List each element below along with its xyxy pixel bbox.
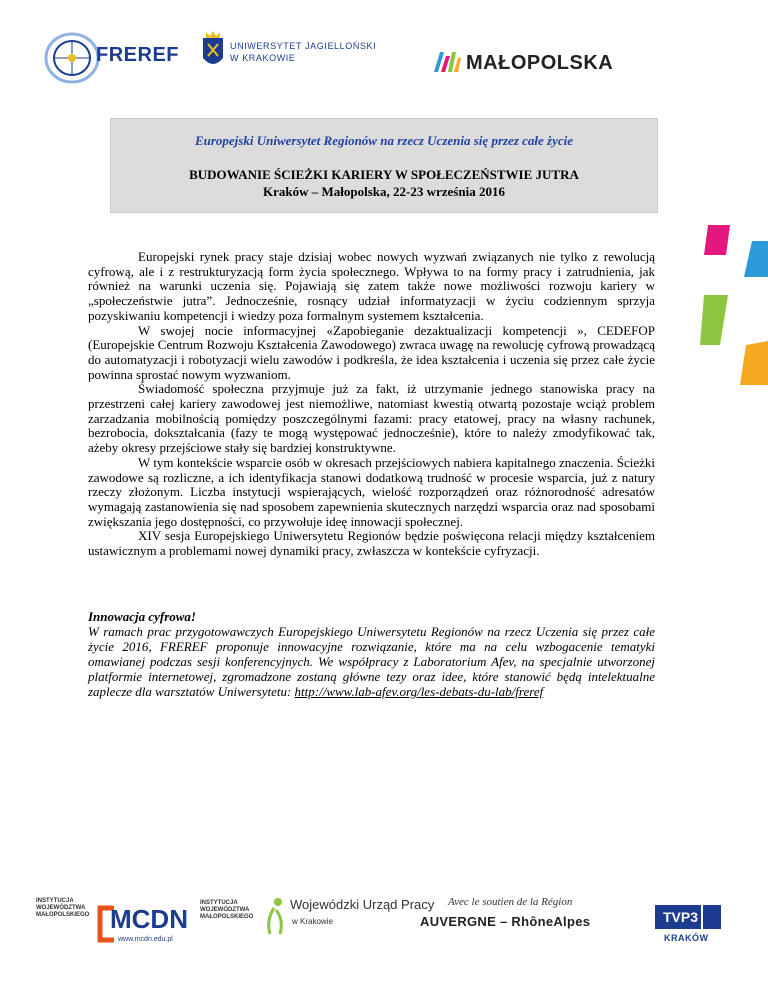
title-box — [110, 118, 658, 213]
event-title: BUDOWANIE ŚCIEŻKI KARIERY W SPOŁECZEŃSTWIE JUTRA — [189, 167, 579, 182]
freref-globe-icon — [44, 28, 104, 88]
mark-orange — [740, 341, 768, 385]
tvp-logo-subtext: KRAKÓW — [664, 933, 709, 943]
malopolska-mark-icon — [432, 48, 462, 76]
mcdn-logo-text: MCDN — [110, 904, 188, 934]
uj-line1: UNIWERSYTET JAGIELLOŃSKI — [230, 41, 377, 51]
side-color-marks — [700, 225, 768, 385]
freref-logo-text: FREREF — [96, 44, 179, 66]
mark-green — [700, 295, 728, 345]
paragraph-4: W tym kontekście wsparcie osób w okresach przejściowych nabiera kapitalnego znaczenia. Ścieżki zawodowe są rozliczne, a ich identyfikacja stanowi dodatkową trudność w procesie wsparcia, już z natury rzeczy złożonym. Liczba instytucji wspierających, wielość rozporządzeń oraz różnorodność adresatów wymagają zastanowienia się nad sposobem zapewnienia skutecznych narzędzi wsparcia oraz nad sposobami zwiększania jego dostępności, co przywołuje ideę innowacji społecznej. — [88, 454, 655, 529]
innovation-heading: Innowacja cyfrowa! — [88, 609, 196, 624]
mcdn-url: www.mcdn.edu.pl — [118, 936, 173, 943]
freref-logo — [44, 26, 179, 90]
article-body — [88, 250, 655, 559]
paragraph-2: W swojej nocie informacyjnej «Zapobieganie dezaktualizacji kompetencji », CEDEFOP (Europejskie Centrum Rozwoju Kształcenia Zawodowego) zwraca uwagę na rewolucję cyfrową prowadzącą do automatyzacji i robotyzacji wielu zawodów i podkreśla, że idea kształcenia i uczenia się przez całe życie powinna sprostać nowym wyzwaniom. — [88, 322, 655, 382]
wup-figure-icon — [262, 896, 288, 936]
paragraph-3: Świadomość społeczna przyjmuje już za fakt, iż utrzymanie jednego stanowiska pracy na przestrzeni całej kariery zawodowej jest niemożliwe, natomiast kwestią otwartą pozostaje wciąż problem zarzadzania mobilnością pomiędzy poszczególnymi fazami: pracy etatowej, pracy na własny rachunek, bezrobocia, dokształcania (fazy te mogą występować jednocześnie), które to należy zmodyfikować tak, ażeby okresy przejściowe stały się bardziej konstruktywne. — [88, 381, 655, 456]
uj-crest-icon — [200, 30, 226, 74]
uj-logo — [200, 30, 390, 80]
region-name: AUVERGNE – RhôneAlpes — [420, 914, 591, 929]
malopolska-logo — [432, 44, 632, 80]
inst2-line2: WOJEWÓDZTWA — [200, 907, 250, 913]
inst2-line1: INSTYTUCJA — [200, 900, 238, 906]
inst1-line1: INSTYTUCJA — [36, 898, 74, 904]
mark-pink — [704, 225, 730, 255]
paragraph-1: Europejski rynek pracy staje dzisiaj wobec nowych wyzwań związanych nie tylko z rewolucją cyfrową, ale i z restrukturyzacją form życia społecznego. Wpływa to na formy pracy i zatrudnienia, jak również na warunki uczenia się. Pojawiają się zatem także nowe możliwości rozwoju kariery w „społeczeństwie jutra”. Jednocześnie, rosnący udział informatyzacji w życiu codziennym sprzyja pozyskiwaniu kompetencji i wiedzy poza formalnym systemem kształcenia. — [88, 249, 655, 323]
inst1-label — [36, 898, 89, 919]
inst1-line3: MAŁOPOLSKIEGO — [36, 912, 90, 918]
tvp-logo-text: TVP3 — [663, 909, 699, 925]
malopolska-logo-text: MAŁOPOLSKA — [466, 52, 614, 74]
region-support-text: Avec le soutien de la Région — [448, 896, 573, 908]
innovation-section — [88, 609, 655, 699]
lab-afev-link[interactable]: http://www.lab-afev.org/les-debats-du-lab/freref — [294, 684, 544, 699]
mark-blue — [744, 241, 768, 277]
inst2-label — [200, 900, 253, 921]
header-logos — [0, 0, 768, 100]
paragraph-5: XIV sesja Europejskiego Uniwersytetu Regionów będzie poświęcona relacji między kształceniem ustawicznym a problemami nowej dynamiki pracy, zwłaszcza w kontekście cyfryzacji. — [88, 528, 655, 559]
innovation-text: W ramach prac przygotowawczych Europejskiego Uniwersytetu Regionów na rzecz Uczenia się przez całe życie 2016, FREREF proponuje innowacyjne rozwiązanie, które ma na celu wzbogacenie tematyki omawianej podczas sesji konferencyjnych. We współpracy z Laboratorium Afev, na specjalnie utworzonej platformie internetowej, zgromadzone zostaną główne tezy oraz idee, które stanowić będą intelektualne zaplecze dla warsztatów Uniwersytetu: — [88, 624, 655, 699]
inst1-line2: WOJEWÓDZTWA — [36, 905, 86, 911]
inst2-line3: MAŁOPOLSKIEGO — [200, 914, 254, 920]
wup-logo-text: Wojewódzki Urząd Pracy — [290, 897, 435, 912]
event-series-title: Europejski Uniwersytet Regionów na rzecz Uczenia się przez całe życie — [194, 133, 574, 148]
uj-logo-text — [230, 40, 376, 64]
event-date-place: Kraków – Małopolska, 22-23 września 2016 — [263, 184, 505, 199]
wup-logo-subtext: w Krakowie — [292, 917, 333, 926]
uj-line2: W KRAKOWIE — [230, 53, 296, 63]
footer-logos — [0, 860, 768, 960]
